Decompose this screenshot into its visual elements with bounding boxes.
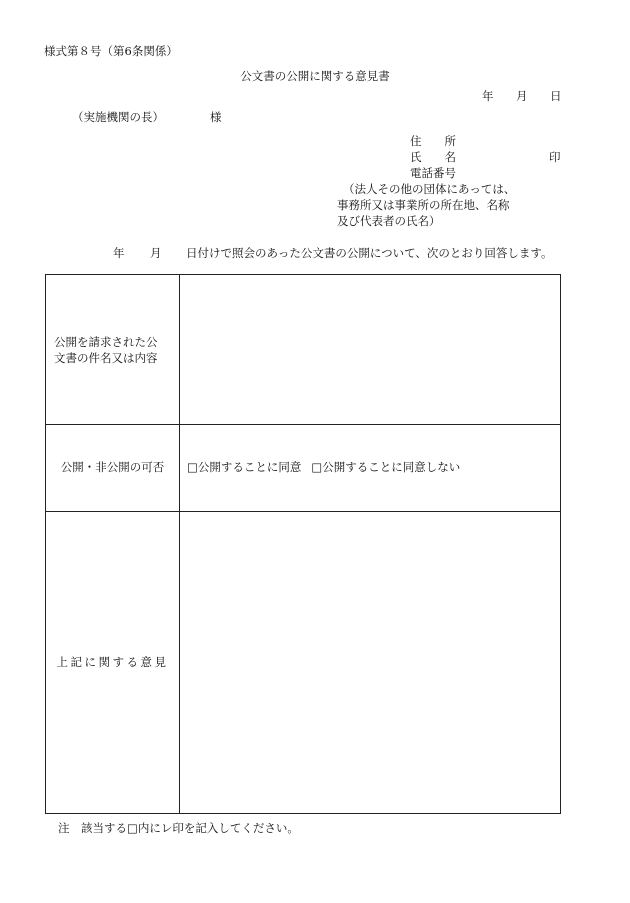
date-month-label: 月 xyxy=(516,89,528,103)
opinion-table xyxy=(45,274,561,814)
intro-year-label: 年 xyxy=(113,246,125,260)
opinion-label-cell xyxy=(46,512,179,813)
requested-document-label: 公開を請求された公文書の件名又は内容 xyxy=(54,334,158,365)
form-number: 様式第８号（第6条関係） xyxy=(44,44,178,58)
name-label: 氏 名 xyxy=(410,150,456,164)
corporate-note-line-3: 及び代表者の氏名） xyxy=(337,214,441,228)
document-title: 公文書の公開に関する意見書 xyxy=(240,69,390,83)
opinion-label: 上記に関する意見 xyxy=(56,654,169,669)
intro-text: 日付けで照会のあった公文書の公開について、次のとおり回答します。 xyxy=(186,246,553,260)
requested-document-label-cell xyxy=(46,275,179,424)
disagree-checkbox-option[interactable]: □公開することに同意しない xyxy=(311,460,461,475)
addressee-honorific: 様 xyxy=(210,110,222,124)
corporate-note-line-2: 事務所又は事業所の所在地、名称 xyxy=(337,198,510,212)
addressee-label: （実施機関の長） xyxy=(72,110,164,124)
date-day-label: 日 xyxy=(550,89,562,103)
agree-checkbox-option[interactable]: □公開することに同意 xyxy=(187,460,302,475)
table-column-divider xyxy=(179,275,180,813)
disclosure-decision-label-cell xyxy=(46,425,179,511)
disclosure-options xyxy=(187,425,460,511)
phone-label: 電話番号 xyxy=(410,166,456,180)
corporate-note-line-1: （法人その他の団体にあっては、 xyxy=(343,182,516,196)
address-label: 住 所 xyxy=(410,134,456,148)
seal-mark: 印 xyxy=(549,150,561,164)
intro-month-label: 月 xyxy=(150,246,162,260)
disclosure-decision-label: 公開・非公開の可否 xyxy=(60,460,165,475)
footnote: 注 該当する□内にレ印を記入してください。 xyxy=(58,821,299,835)
date-year-label: 年 xyxy=(482,89,494,103)
